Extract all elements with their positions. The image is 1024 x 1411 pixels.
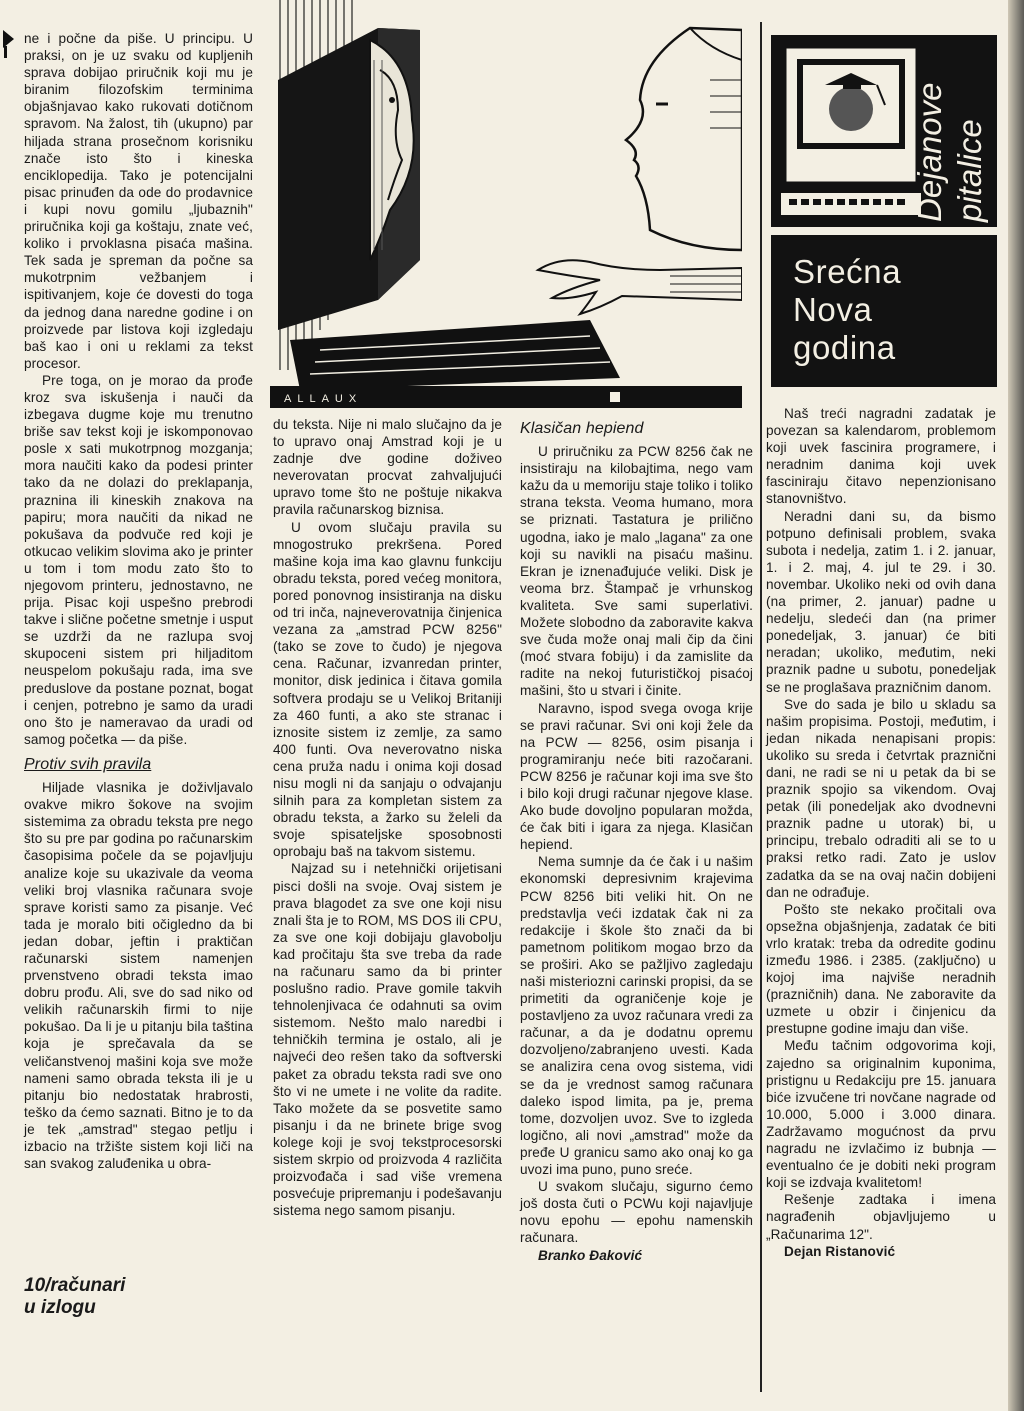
author-name: Dejan Ristanović: [784, 1243, 896, 1259]
illustration-signature: ALLAUX: [284, 393, 363, 405]
subheading: Klasičan hepiend: [520, 420, 644, 437]
puzzle-title-box: [771, 235, 997, 387]
paragraph: U ovom slučaju pravila su mnogostruko prekršena. Pored mašine koja ima kao glavnu funkciju obradu teksta, pored većeg monitora, pored ponovnog insistiranja na disku od tri inča, najneverovatnija činjenica vezana za „amstrad PCW 8256" (tako se zove to čudo) je njegova cena. Računar, izvanredan printer, monitor, disk jedinica i čitava gomila softvera prodaju se u Velikoj Britaniji za 460 funti, a ako ste stranac i iznosite sistem iz zemlje, za samo 400 funti. Ova neverovatno niska cena pruža nadu i onima koji dosad nisu mogli ni da sanjaju o odvajanju silnih para za kompletan sistem za obradu teksta, a žarko su želeli da svoje spisateljske sposobnosti oprobaju baš na takvom sistemu.: [273, 519, 502, 860]
paragraph: du teksta. Nije ni malo slučajno da je to upravo onaj Amstrad koji je u zadnje dve godine doživeo neverovatan procvat zahvaljujući upravo tome što ne poštuje nikakva pravila računarskog biznisa.: [273, 417, 502, 518]
paragraph: Nema sumnje da će čak i u našim ekonomski depresivnim krajevima PCW 8256 biti veliki hit. On ne predstavlja veći izdatak čak ni za redakcije i škole što znači da bi pametnom politikom mogao brzo da se proširi. Ako se pažljivo zagledaju naši misteriozni carinski propisi, da se primetiti da ograničenje koje je postavljeno za uvoz računara vredi za računar, a da je dodatnu opremu dozvoljeno/zabranjeno uvesti. Kada se analizira cena ovog sistema, vidi se da je vrednost samog računara daleko ispod limita, pa je, prema tome, dozvoljen uvoz. Sve to izgleda logično, ali novi „amstrad" može da pređe U granicu samo ako onaj ko ga uvozi ima puno, puno sreće.: [520, 854, 753, 1178]
paragraph: Rešenje zadtaka i imena nagrađenih objavljujemo u „Računarima 12".: [766, 1192, 996, 1242]
author-signature: Branko Đaković: [538, 1247, 643, 1263]
paragraph: Naš treći nagradni zadatak je povezan sa kalendarom, problemom koji uvek fascinira programere, i neradnim danima koji uvek fasciniraju čitavo nepenzionisano stanovništvo.: [766, 406, 996, 507]
paragraph: U priručniku za PCW 8256 čak ne insistiraju na kilobajtima, nego vam kažu da u memoriju staje toliko i toliko strana teksta. Veoma humano, mora se priznati. Tastatura je prilično ugodna, iako je malo „lagana" za one koji su navikli na pisaću mašinu. Ekran je iznenađujuće veliki. Disk je veoma brz. Štampač je vrhunskog kvaliteta. Sve sami superlativi. Možete slobodno da zaboravite kakva sve čuda može onaj mali čip da čini (moć stvara fobiju) i da zamislite da radite na nekoj futurističkoj pisaćoj mašini, što u stvari i činite.: [520, 444, 753, 699]
paragraph: Pošto ste nekako pročitali ova opsežna objašnjenja, zadatak će biti vrlo kratak: treba da odredite godinu između 1986. i 2385. (zaključno) u kojoj ima najviše neradnih (prazničnih) dana. Ne zaboravite da uzmete u obzir i činjenicu da prestupne godine imaju dan više.: [766, 901, 996, 1037]
paragraph: Naravno, ispod svega ovoga krije se pravi računar. Svi oni koji žele da na PCW — 8256, osim pisanja i programiranju neće biti razočarani. PCW 8256 je računar koji ima sve što i bilo koji drugi računar njegove klase. Ako bude dovoljno popularan možda, će čak biti i igara za njega. Klasičan hepiend.: [520, 700, 753, 853]
subheading: Protiv svih pravila: [24, 755, 152, 773]
page-edge-shadow: [1008, 0, 1024, 1411]
paragraph: Hiljade vlasnika je doživljavalo ovakve mikro šokove na svojim sistemima za obradu teksta pre nego što su pre par godina po računarskim časopisima počele da se pojavljuju analize koje su ukazivale da veoma veliki broj vlasnika računara svoje sprave koristi samo za pisanje. Već tada je moralo biti očigledno da bi jedan dobar, jeftin i praktičan računarski sistem namenjen prvenstveno obradi teksta imao dobru prođu. Ali, sve do sad niko od velikih računarskih firmi to nije pokušao. Da li je u pitanju bila taština koja je sprečavala da se veličanstvenoj mašini koja sve može nameni samo obrada teksta ili je u pitanju bio nedostatak hrabrosti, teško da ćemo saznati. Bitno je to da je tek „amstrad" stegao petlju i izbacio na tržište sistem koji liči na san svakog zaluđenika u obra-: [24, 780, 253, 1172]
article-column-1: [24, 30, 253, 1172]
header-vertical-word-1: Dejanove: [911, 82, 948, 222]
paragraph: Najzad su i netehnički orijetisani pisci došli na svoje. Ovaj sistem je prava blagodet za sve one koji nisu znali šta je to ROM, MS DOS ili CPU, za sve one koji dobijaju glavobolju kad pročitaju šta sve treba da rade na računaru samo da bi printer poslušno radio. Prave gomile takvih tehnolenjivaca će odahnuti sa ovim sistemom. Nešto malo naredbi i tehničkih termina je ostalo, ali je najveći deo rešen tako da softverski paket za obradu teksta radi sve ono što vi ne umete i ne volite da radite. Tako možete da se posvetite samo pisanju i da ne brinete brige svog kolege koji je svoj tekstprocesorski sistem skrpio od proizvoda 4 različita proizvođača i sad više vremena posvećuje pripremanju i podešavanju sistema nego samom pisanju.: [273, 861, 502, 1219]
paragraph: Pre toga, on je morao da prođe kroz sva iskušenja i nauči da izbegava dugme koje mu trenutno briše sav tekst koji je iskomponovao posle x sati mukotrpnog mozganja; mora naučiti kako da podesi printer tako da ne dolazi do preklapanja, praznina ili kineskih znakova na papiru; mora naučiti da nikad ne pokušava da podvuče red koji je otkucao velikim slovima ako je printer u tom i tom modu zato što to njegovom printeru, jednostavno, ne prija. Pisac koji uspešno prebrodi takve i slične početne smetnje i usput se uzdrži da ne razlupa svoj skupoceni sistem pri hiljaditom neuspelom pokušaju rada, ima sve preduslove da postane poznat, bogat i cenjen, potrebno je samo da uradi ono što je nameravao da uradi od samog početka — da piše.: [24, 372, 253, 747]
footer-line-1: 10/računari: [24, 1275, 126, 1296]
article-column-4: [766, 405, 996, 1260]
paragraph: ne i počne da piše. U principu. U praksi, on je uz svaku od kupljenih sprava dobijao priručnik koji mu je biranim filozofskim terminima objašnjavao kako rukovati dotičnom spravom. Na žalost, tih (ukupno) par hiljada strana prosečnom korisniku znače isto što i kineska enciklopedija. Tako je potencijalni pisac prinuđen da ode do prodavnice i kupi novu gomilu „ljubaznih" priručnika koji ga koštaju, znate već, koliko i prvoklasna pisaća mašina. Tek sada je spreman da počne sa mukotrpnim vežbanjem i ispitivanjem, koje će dovesti do toga da jednog dana naredne godine i on proizvede par listova koji izgledaju baš kao i oni u reklami za tekst procesor.: [24, 31, 253, 371]
header-vertical-word-2: pitalice: [951, 119, 988, 222]
footer-line-2: u izlogu: [24, 1297, 96, 1318]
paragraph: Među tačnim odgovorima koji, zajedno sa originalnim kuponima, pristignu u Redakciju pre 15. januara biće izvučene tri novčane nagrade od 10.000, 5.000 i 3.000 dinara. Zadržavamo mogućnost da prvu nagradu ne izvlačimo iz bubnja — eventualno će je dobiti neki program koji se izdvaja kvalitetom!: [766, 1038, 996, 1191]
puzzle-title: Srećna Nova godina: [793, 253, 902, 366]
paragraph: Sve do sada je bilo u skladu sa našim propisima. Postoji, međutim, i jedan nikada nenapisani propis: ukoliko su sreda i četvrtak praznični dani, ne radi se ni u petak da bi se praznik spojio sa vikendom. Ovaj petak (ili ponedeljak ako dvodnevni praznik padne u utorak) bi, u principu, trebalo odraditi ali se to u praksi retko radi. Zato je uslov zadatka da se na ovaj način dobijeni dan ne odrađuje.: [766, 696, 996, 900]
paragraph: U svakom slučaju, sigurno ćemo još dosta čuti o PCWu koji najavljuje novu epohu — epohu namenskih računara.: [520, 1179, 753, 1246]
illustration-computer-hand: [270, 0, 742, 408]
article-column-3: [520, 420, 753, 1264]
page-footer: [24, 1275, 125, 1319]
article-column-2: [273, 416, 502, 1219]
computer-mascot-icon: [781, 43, 921, 223]
continuation-arrow-stem: [4, 46, 7, 58]
paragraph: Neradni dani su, da bismo potpuno definisali problem, svaka subota i nedelja, zatim 1. i 2. januar, 1. i 2. maj, 4. jul te 29. i 30. novembar. Ukoliko neki od ovih dana (na primer, 2. januar) padne u nedelju, sledeći dan (na primer ponedeljak, 3. januar) će biti neradan; ukoliko, međutim, neki praznik padne u subotu, ponedeljak se ne proglašava prazničnim danom.: [766, 508, 996, 695]
column-divider: [760, 22, 762, 1392]
